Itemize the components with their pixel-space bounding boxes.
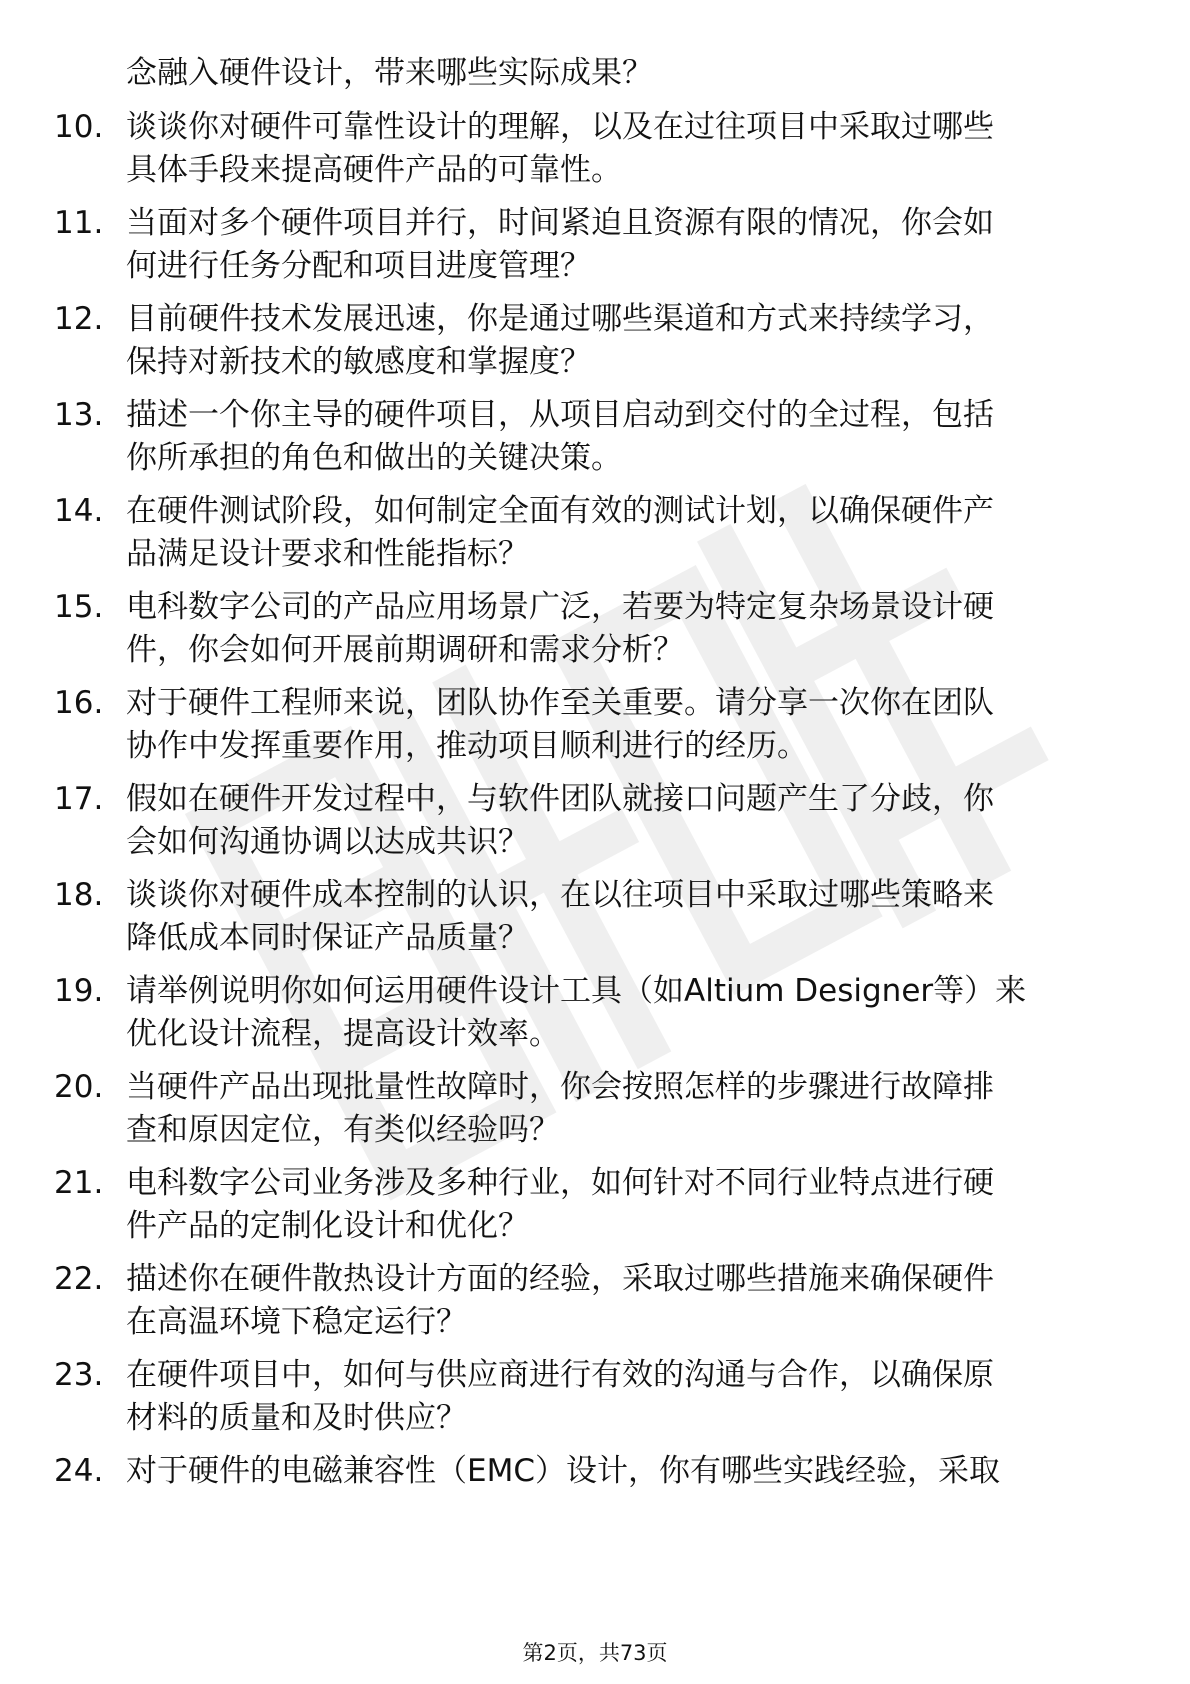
question-number: 10. bbox=[54, 109, 104, 145]
question-number: 22. bbox=[54, 1261, 104, 1297]
question-line: 协作中发挥重要作用，推动项目顺利进行的经历。 bbox=[126, 728, 808, 764]
question-line: 何进行任务分配和项目进度管理？ bbox=[126, 248, 591, 284]
question-text bbox=[126, 106, 1126, 192]
question-text bbox=[126, 298, 1126, 384]
question-line: 会如何沟通协调以达成共识？ bbox=[126, 824, 529, 860]
question-number: 18. bbox=[54, 877, 104, 913]
question-line: 对于硬件的电磁兼容性（EMC）设计，你有哪些实践经验，采取 bbox=[126, 1453, 1000, 1489]
question-line: 你所承担的角色和做出的关键决策。 bbox=[126, 440, 622, 476]
question-line: 请举例说明你如何运用硬件设计工具（如Altium Designer等）来 bbox=[126, 973, 1027, 1009]
question-line: 描述一个你主导的硬件项目，从项目启动到交付的全过程，包括 bbox=[126, 397, 994, 433]
question-line: 电科数字公司业务涉及多种行业，如何针对不同行业特点进行硬 bbox=[126, 1165, 994, 1201]
page-footer: 第2页，共73页 bbox=[522, 1641, 668, 1665]
question-line: 电科数字公司的产品应用场景广泛，若要为特定复杂场景设计硬 bbox=[126, 589, 994, 625]
question-number: 21. bbox=[54, 1165, 104, 1201]
question-number: 12. bbox=[54, 301, 104, 337]
question-number: 17. bbox=[54, 781, 104, 817]
question-line: 在硬件项目中，如何与供应商进行有效的沟通与合作，以确保原 bbox=[126, 1357, 994, 1393]
question-number: 14. bbox=[54, 493, 104, 529]
question-text bbox=[126, 394, 1126, 480]
question-line: 保持对新技术的敏感度和掌握度？ bbox=[126, 344, 591, 380]
question-line: 降低成本同时保证产品质量？ bbox=[126, 920, 529, 956]
continuation-line: 念融入硬件设计，带来哪些实际成果？ bbox=[126, 55, 653, 91]
question-line: 当硬件产品出现批量性故障时，你会按照怎样的步骤进行故障排 bbox=[126, 1069, 994, 1105]
question-line: 优化设计流程，提高设计效率。 bbox=[126, 1016, 560, 1052]
question-line: 假如在硬件开发过程中，与软件团队就接口问题产生了分歧，你 bbox=[126, 781, 994, 817]
question-text bbox=[126, 1354, 1126, 1440]
question-number: 19. bbox=[54, 973, 104, 1009]
question-line: 谈谈你对硬件可靠性设计的理解，以及在过往项目中采取过哪些 bbox=[126, 109, 994, 145]
question-line: 件，你会如何开展前期调研和需求分析？ bbox=[126, 632, 684, 668]
question-text bbox=[126, 778, 1126, 864]
question-line: 当面对多个硬件项目并行，时间紧迫且资源有限的情况，你会如 bbox=[126, 205, 994, 241]
question-text bbox=[126, 1066, 1126, 1152]
question-number: 23. bbox=[54, 1357, 104, 1393]
question-number: 15. bbox=[54, 589, 104, 625]
question-line: 描述你在硬件散热设计方面的经验，采取过哪些措施来确保硬件 bbox=[126, 1261, 994, 1297]
question-text bbox=[126, 1450, 1126, 1493]
question-text bbox=[126, 682, 1126, 768]
question-text bbox=[126, 1162, 1126, 1248]
question-text bbox=[126, 970, 1126, 1056]
question-text bbox=[126, 586, 1126, 672]
question-number: 24. bbox=[54, 1453, 104, 1489]
question-text bbox=[126, 490, 1126, 576]
question-line: 在高温环境下稳定运行？ bbox=[126, 1304, 467, 1340]
question-line: 品满足设计要求和性能指标？ bbox=[126, 536, 529, 572]
question-line: 在硬件测试阶段，如何制定全面有效的测试计划，以确保硬件产 bbox=[126, 493, 994, 529]
question-text bbox=[126, 1258, 1126, 1344]
question-text bbox=[126, 202, 1126, 288]
question-line: 具体手段来提高硬件产品的可靠性。 bbox=[126, 152, 622, 188]
question-line: 谈谈你对硬件成本控制的认识，在以往项目中采取过哪些策略来 bbox=[126, 877, 994, 913]
question-number: 13. bbox=[54, 397, 104, 433]
question-text bbox=[126, 874, 1126, 960]
question-number: 20. bbox=[54, 1069, 104, 1105]
question-line: 件产品的定制化设计和优化？ bbox=[126, 1208, 529, 1244]
question-line: 对于硬件工程师来说，团队协作至关重要。请分享一次你在团队 bbox=[126, 685, 994, 721]
question-line: 查和原因定位，有类似经验吗？ bbox=[126, 1112, 560, 1148]
question-line: 材料的质量和及时供应？ bbox=[126, 1400, 467, 1436]
question-number: 11. bbox=[54, 205, 104, 241]
question-number: 16. bbox=[54, 685, 104, 721]
question-line: 目前硬件技术发展迅速，你是通过哪些渠道和方式来持续学习， bbox=[126, 301, 994, 337]
